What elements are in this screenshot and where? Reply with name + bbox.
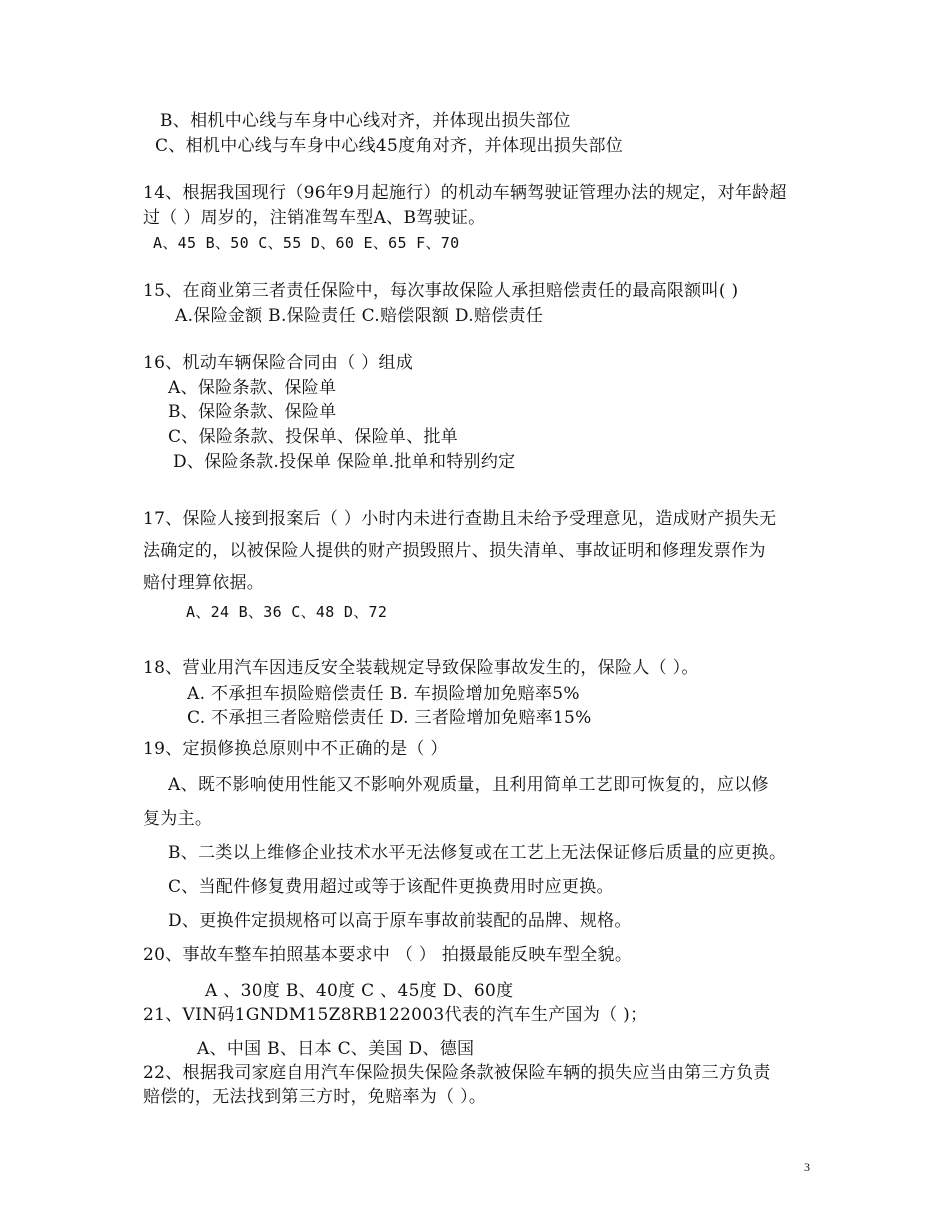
q19-option-d: D、更换件定损规格可以高于原车事故前装配的品牌、规格。 (168, 911, 632, 931)
q18-options-row2: C. 不承担三者险赔偿责任 D. 三者险增加免赔率15% (187, 708, 592, 728)
q22-text-line2: 赔偿的，无法找到第三方时，免赔率为（ ）。 (143, 1087, 487, 1107)
q19-option-b: B、二类以上维修企业技术水平无法修复或在工艺上无法保证修后质量的应更换。 (168, 843, 787, 863)
q14-text-line2: 过（ ）周岁的，注销准驾车型A、B驾驶证。 (143, 208, 486, 228)
q19-option-a-line1: A、既不影响使用性能又不影响外观质量，且利用简单工艺即可恢复的，应以修 (168, 775, 769, 795)
q14-text-line1: 14、根据我国现行（96年9月起施行）的机动车辆驾驶证管理办法的规定，对年龄超 (143, 183, 787, 203)
q16-option-c: C、保险条款、投保单、保险单、批单 (168, 427, 459, 447)
q19-option-a-line2: 复为主。 (143, 809, 213, 829)
q16-text: 16、机动车辆保险合同由（ ）组成 (143, 353, 414, 373)
q16-option-d: D、保险条款.投保单 保险单.批单和特别约定 (173, 452, 516, 472)
q17-options: A、24 B、36 C、48 D、72 (186, 603, 388, 621)
q17-text-line2: 法确定的，以被保险人提供的财产损毁照片、损失清单、事故证明和修理发票作为 (143, 541, 766, 561)
q15-text: 15、在商业第三者责任保险中，每次事故保险人承担赔偿责任的最高限额叫( ) (143, 281, 739, 301)
q14-options: A、45 B、50 C、55 D、60 E、65 F、70 (153, 234, 460, 252)
q20-text: 20、事故车整车拍照基本要求中 （ ） 拍摄最能反映车型全貌。 (143, 945, 633, 965)
q21-options: A、中国 B、日本 C、美国 D、德国 (197, 1039, 475, 1059)
q19-text: 19、定损修换总原则中不正确的是（ ） (143, 739, 448, 759)
q18-options-row1: A. 不承担车损险赔偿责任 B. 车损险增加免赔率5% (187, 684, 580, 704)
q13-option-b: B、相机中心线与车身中心线对齐，并体现出损失部位 (160, 111, 571, 131)
q17-text-line3: 赔付理算依据。 (143, 573, 265, 593)
q19-option-c: C、当配件修复费用超过或等于该配件更换费用时应更换。 (168, 877, 614, 897)
q17-text-line1: 17、保险人接到报案后（ ）小时内未进行查勘且未给予受理意见，造成财产损失无 (143, 509, 777, 529)
q20-options: A 、30度 B、40度 C 、45度 D、60度 (205, 981, 514, 1001)
page-number: 3 (804, 1160, 810, 1174)
q16-option-b: B、保险条款、保险单 (168, 402, 337, 422)
q18-text: 18、营业用汽车因违反安全装载规定导致保险事故发生的，保险人（ ）。 (143, 658, 699, 678)
q21-text: 21、VIN码1GNDM15Z8RB122003代表的汽车生产国为（ )； (143, 1005, 648, 1025)
q16-option-a: A、保险条款、保险单 (168, 378, 337, 398)
q15-options: A.保险金额 B.保险责任 C.赔偿限额 D.赔偿责任 (175, 306, 544, 326)
q22-text-line1: 22、根据我司家庭自用汽车保险损失保险条款被保险车辆的损失应当由第三方负责 (143, 1063, 771, 1083)
q13-option-c: C、相机中心线与车身中心线45度角对齐，并体现出损失部位 (155, 136, 624, 156)
